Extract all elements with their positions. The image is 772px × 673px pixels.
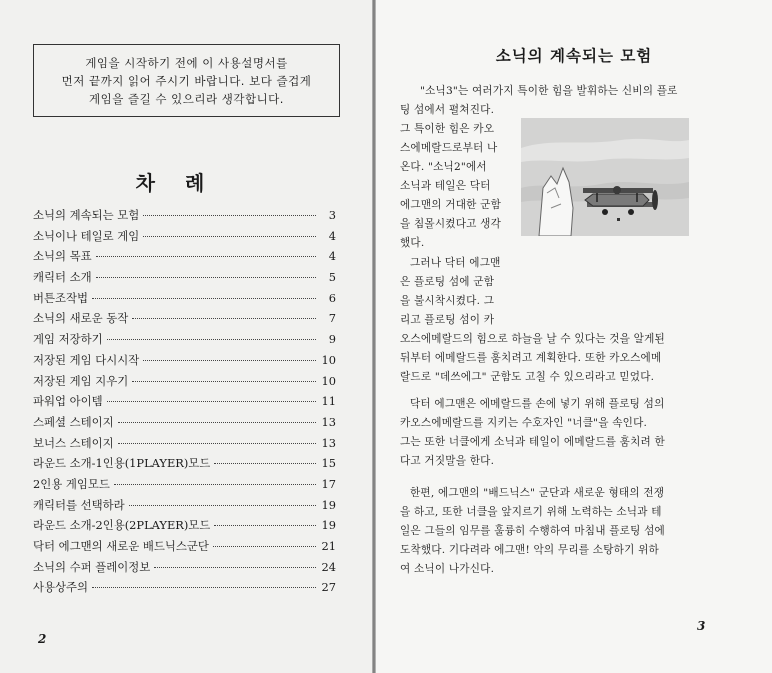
toc-entry-page: 10 — [321, 352, 336, 367]
page-title: 소닉의 계속되는 모험 — [495, 47, 653, 65]
toc-entry-page: 4 — [328, 228, 336, 243]
toc-entry — [33, 207, 336, 228]
toc-entry-page: 10 — [321, 373, 336, 388]
toc-entry-page: 6 — [328, 290, 336, 305]
paragraph-1-wrap — [400, 120, 501, 253]
toc-leader-dots — [143, 236, 316, 237]
toc-entry — [33, 435, 336, 456]
toc-leader-dots — [92, 587, 316, 588]
toc-entry-label: 2인용 게임모드 — [33, 476, 110, 491]
toc-leader-dots — [107, 339, 316, 340]
toc-entry — [33, 290, 336, 311]
text-line: 닥터 에그맨은 에메랄드를 손에 넣기 위해 플로팅 섬의 — [410, 398, 665, 410]
toc-entry-label: 게임 저장하기 — [33, 332, 103, 347]
toc-leader-dots — [154, 567, 316, 568]
paragraph-4 — [400, 484, 665, 579]
toc-entry-page: 13 — [321, 414, 336, 429]
toc-entry-label: 스페셜 스테이지 — [33, 414, 114, 429]
toc-entry-page: 13 — [321, 435, 336, 450]
airplane-illustration — [521, 118, 689, 236]
paragraph-3 — [400, 395, 665, 471]
toc-leader-dots — [114, 484, 316, 485]
paragraph-2-full — [400, 330, 665, 387]
toc-entry — [33, 248, 336, 269]
biplane-icon — [521, 118, 689, 236]
toc-entry — [33, 497, 336, 518]
toc-entry-page: 15 — [321, 456, 336, 471]
toc-entry-page: 5 — [328, 270, 336, 285]
toc-entry — [33, 517, 336, 538]
toc-entry-label: 저장된 게임 다시시작 — [33, 352, 140, 367]
toc-entry — [33, 269, 336, 290]
table-of-contents — [33, 207, 336, 600]
toc-entry-label: 소닉의 계속되는 모험 — [33, 208, 140, 222]
toc-entry-label: 소닉의 수퍼 플레이정보 — [33, 559, 151, 574]
toc-entry-label: 닥터 에그맨의 새로운 배드닉스군단 — [33, 539, 209, 553]
toc-entry — [33, 559, 336, 580]
text-line: 에그맨의 거대한 군함 — [400, 199, 502, 211]
toc-entry-label: 라운드 소개-1인용(1PLAYER)모드 — [33, 456, 211, 471]
text-line: 그는 또한 너클에게 소닉과 테일이 에메랄드를 훔치려 한 — [400, 436, 665, 448]
toc-entry-label: 파워업 아이템 — [33, 394, 103, 409]
text-line: 스에메랄드로부터 나 — [400, 142, 498, 154]
text-line: 일은 그들의 임무를 훌륭히 수행하여 마침내 플로팅 섬에 — [400, 525, 665, 537]
toc-entry-label: 사용상주의 — [33, 580, 89, 595]
toc-entry-page: 19 — [321, 518, 336, 533]
toc-leader-dots — [132, 318, 316, 319]
text-line: 은 플로팅 섬에 군함 — [400, 276, 495, 288]
text-line: 을 침몰시켰다고 생각 — [400, 218, 502, 230]
toc-leader-dots — [92, 298, 316, 299]
text-line: 뒤부터 에메랄드를 훔치려고 계획한다. 또한 카오스에메 — [400, 352, 662, 364]
toc-entry-label: 버튼조작법 — [33, 290, 89, 305]
toc-entry-label: 저장된 게임 지우기 — [33, 373, 129, 388]
text-line: 도착했다. 기다려라 에그맨! 악의 무리를 소탕하기 위하 — [400, 544, 659, 556]
toc-leader-dots — [214, 463, 316, 464]
toc-leader-dots — [143, 215, 316, 216]
notice-line: 게임을 즐길 수 있으리라 생각합니다. — [89, 91, 284, 106]
toc-leader-dots — [129, 505, 316, 506]
toc-leader-dots — [143, 360, 316, 361]
text-line: 여 소닉이 나가신다. — [400, 563, 495, 575]
toc-entry-page: 11 — [321, 394, 336, 409]
toc-entry-page: 9 — [328, 332, 336, 347]
right-page — [376, 0, 772, 673]
text-line: 랄드로 "데쓰에그" 군함도 고칠 수 있으리라고 믿었다. — [400, 371, 655, 383]
toc-entry — [33, 476, 336, 497]
toc-entry-page: 24 — [321, 559, 336, 574]
text-line: 리고 플로팅 섬이 카 — [400, 314, 495, 326]
toc-entry-label: 보너스 스테이지 — [33, 435, 114, 450]
toc-entry-label: 라운드 소개-2인용(2PLAYER)모드 — [33, 518, 211, 533]
toc-entry-page: 7 — [328, 311, 336, 326]
page-number-left: 2 — [38, 632, 47, 646]
paragraph-2-wrap — [400, 254, 501, 330]
text-line: 온다. "소닉2"에서 — [400, 161, 487, 173]
toc-entry-page: 27 — [321, 580, 336, 595]
toc-entry-page: 21 — [321, 539, 336, 553]
toc-entry-label: 소닉의 새로운 동작 — [33, 311, 129, 326]
text-line: 그 특이한 힘은 카오 — [400, 123, 495, 135]
notice-line: 게임을 시작하기 전에 이 사용설명서를 — [85, 55, 288, 70]
toc-title: 차례 — [135, 171, 235, 195]
notice-line: 먼저 끝까지 읽어 주시기 바랍니다. 보다 즐겁게 — [61, 73, 312, 88]
toc-entry — [33, 455, 336, 476]
toc-entry-label: 소닉이나 테일로 게임 — [33, 228, 140, 243]
toc-leader-dots — [96, 277, 316, 278]
toc-entry — [33, 310, 336, 331]
text-line: 을 하고, 또한 너클을 앞지르기 위해 노력하는 소닉과 테 — [400, 506, 662, 518]
toc-entry — [33, 579, 336, 600]
paragraph-1-intro — [400, 82, 678, 120]
toc-entry — [33, 373, 336, 394]
toc-entry — [33, 393, 336, 414]
toc-entry — [33, 228, 336, 249]
text-line: 을 불시착시켰다. 그 — [400, 295, 495, 307]
toc-entry — [33, 414, 336, 435]
toc-leader-dots — [132, 381, 316, 382]
text-line: 했다. — [400, 237, 425, 249]
text-line: 소닉과 테일은 닥터 — [400, 180, 491, 192]
toc-leader-dots — [118, 422, 316, 423]
text-line: 다고 거짓말을 한다. — [400, 455, 495, 467]
toc-entry — [33, 352, 336, 373]
toc-entry-page: 17 — [321, 476, 336, 491]
toc-leader-dots — [96, 256, 316, 257]
text-line: 오스에메랄드의 힘으로 하늘을 날 수 있다는 것을 알게된 — [400, 333, 665, 345]
text-line: 그러나 닥터 에그맨 — [410, 257, 501, 269]
toc-entry-label: 소닉의 목표 — [33, 249, 92, 264]
toc-leader-dots — [118, 443, 316, 444]
toc-leader-dots — [214, 525, 316, 526]
toc-entry-page: 3 — [328, 208, 336, 222]
text-line: 카오스에메랄드를 지키는 수호자인 "너클"을 속인다. — [400, 417, 648, 429]
text-line: 한편, 에그맨의 "배드닉스" 군단과 새로운 형태의 전쟁 — [410, 487, 665, 499]
toc-entry-label: 캐릭터 소개 — [33, 270, 92, 285]
page-number-right: 3 — [697, 619, 706, 633]
toc-entry-page: 4 — [328, 249, 336, 264]
toc-entry-label: 캐릭터를 선택하라 — [33, 497, 125, 512]
toc-leader-dots — [107, 401, 316, 402]
text-line: "소닉3"는 여러가지 특이한 힘을 발휘하는 신비의 플로 — [420, 85, 678, 97]
toc-entry-page: 19 — [321, 497, 336, 512]
toc-entry — [33, 331, 336, 352]
left-page — [0, 0, 372, 673]
notice-box — [33, 44, 340, 117]
toc-entry — [33, 538, 336, 559]
text-line: 팅 섬에서 펼쳐진다. — [400, 104, 495, 116]
toc-leader-dots — [213, 546, 316, 547]
